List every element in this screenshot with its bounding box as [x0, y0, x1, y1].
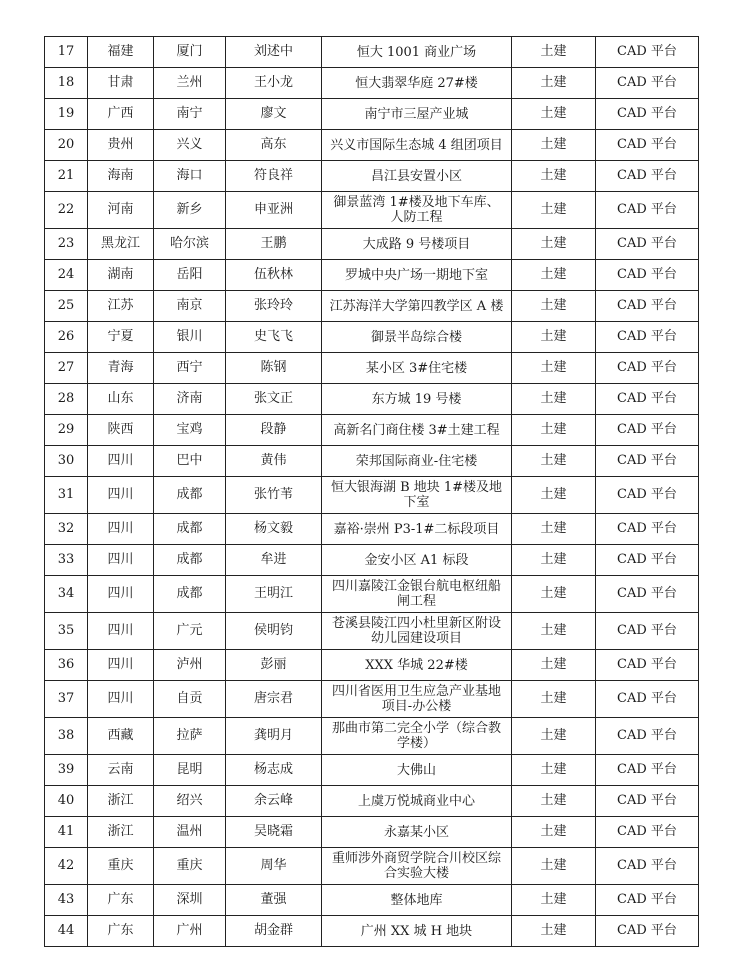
- city-cell: 成都: [154, 576, 226, 613]
- platform-cell: CAD 平台: [596, 755, 699, 786]
- province-cell: 西藏: [88, 718, 154, 755]
- discipline-cell: 土建: [512, 477, 596, 514]
- platform-cell: CAD 平台: [596, 916, 699, 947]
- city-cell: 重庆: [154, 848, 226, 885]
- platform-cell: CAD 平台: [596, 576, 699, 613]
- province-cell: 四川: [88, 681, 154, 718]
- table-row: [45, 786, 699, 817]
- table-row: [45, 545, 699, 576]
- platform-cell: CAD 平台: [596, 68, 699, 99]
- project-cell: 广州 XX 城 H 地块: [322, 916, 512, 947]
- name-cell: 张文正: [226, 384, 322, 415]
- table-row: [45, 650, 699, 681]
- province-cell: 山东: [88, 384, 154, 415]
- discipline-cell: 土建: [512, 353, 596, 384]
- table-row: [45, 130, 699, 161]
- name-cell: 侯明钧: [226, 613, 322, 650]
- table-body: [45, 37, 699, 947]
- discipline-cell: 土建: [512, 99, 596, 130]
- table-row: [45, 477, 699, 514]
- discipline-cell: 土建: [512, 229, 596, 260]
- project-cell: 高新名门商住楼 3#土建工程: [322, 415, 512, 446]
- project-cell: 金安小区 A1 标段: [322, 545, 512, 576]
- name-cell: 王小龙: [226, 68, 322, 99]
- city-cell: 岳阳: [154, 260, 226, 291]
- platform-cell: CAD 平台: [596, 353, 699, 384]
- name-cell: 陈钢: [226, 353, 322, 384]
- project-cell: 重师涉外商贸学院合川校区综合实验大楼: [322, 848, 512, 885]
- province-cell: 广东: [88, 885, 154, 916]
- discipline-cell: 土建: [512, 916, 596, 947]
- project-cell: 昌江县安置小区: [322, 161, 512, 192]
- province-cell: 四川: [88, 613, 154, 650]
- row-number: 29: [45, 415, 88, 446]
- name-cell: 伍秋林: [226, 260, 322, 291]
- city-cell: 巴中: [154, 446, 226, 477]
- platform-cell: CAD 平台: [596, 130, 699, 161]
- table-row: [45, 260, 699, 291]
- name-cell: 余云峰: [226, 786, 322, 817]
- project-cell: 兴义市国际生态城 4 组团项目: [322, 130, 512, 161]
- city-cell: 兰州: [154, 68, 226, 99]
- row-number: 23: [45, 229, 88, 260]
- city-cell: 广州: [154, 916, 226, 947]
- name-cell: 廖文: [226, 99, 322, 130]
- discipline-cell: 土建: [512, 718, 596, 755]
- province-cell: 青海: [88, 353, 154, 384]
- platform-cell: CAD 平台: [596, 384, 699, 415]
- name-cell: 黄伟: [226, 446, 322, 477]
- project-cell: 御景蓝湾 1#楼及地下车库、人防工程: [322, 192, 512, 229]
- city-cell: 成都: [154, 514, 226, 545]
- table-row: [45, 755, 699, 786]
- city-cell: 拉萨: [154, 718, 226, 755]
- platform-cell: CAD 平台: [596, 291, 699, 322]
- name-cell: 董强: [226, 885, 322, 916]
- city-cell: 银川: [154, 322, 226, 353]
- discipline-cell: 土建: [512, 755, 596, 786]
- project-cell: 四川嘉陵江金银台航电枢纽船闸工程: [322, 576, 512, 613]
- row-number: 25: [45, 291, 88, 322]
- platform-cell: CAD 平台: [596, 229, 699, 260]
- table-row: [45, 161, 699, 192]
- discipline-cell: 土建: [512, 68, 596, 99]
- platform-cell: CAD 平台: [596, 817, 699, 848]
- discipline-cell: 土建: [512, 192, 596, 229]
- platform-cell: CAD 平台: [596, 786, 699, 817]
- name-cell: 张玲玲: [226, 291, 322, 322]
- city-cell: 厦门: [154, 37, 226, 68]
- participants-table: [44, 36, 699, 947]
- name-cell: 张竹苇: [226, 477, 322, 514]
- platform-cell: CAD 平台: [596, 161, 699, 192]
- platform-cell: CAD 平台: [596, 718, 699, 755]
- row-number: 31: [45, 477, 88, 514]
- platform-cell: CAD 平台: [596, 446, 699, 477]
- city-cell: 泸州: [154, 650, 226, 681]
- city-cell: 济南: [154, 384, 226, 415]
- table-row: [45, 514, 699, 545]
- table-row: [45, 37, 699, 68]
- row-number: 24: [45, 260, 88, 291]
- row-number: 41: [45, 817, 88, 848]
- row-number: 37: [45, 681, 88, 718]
- row-number: 32: [45, 514, 88, 545]
- table-row: [45, 681, 699, 718]
- discipline-cell: 土建: [512, 576, 596, 613]
- project-cell: 整体地库: [322, 885, 512, 916]
- table-row: [45, 68, 699, 99]
- province-cell: 四川: [88, 650, 154, 681]
- discipline-cell: 土建: [512, 545, 596, 576]
- name-cell: 龚明月: [226, 718, 322, 755]
- discipline-cell: 土建: [512, 885, 596, 916]
- city-cell: 海口: [154, 161, 226, 192]
- row-number: 36: [45, 650, 88, 681]
- discipline-cell: 土建: [512, 681, 596, 718]
- project-cell: 嘉裕·崇州 P3-1#二标段项目: [322, 514, 512, 545]
- province-cell: 贵州: [88, 130, 154, 161]
- platform-cell: CAD 平台: [596, 415, 699, 446]
- discipline-cell: 土建: [512, 848, 596, 885]
- row-number: 42: [45, 848, 88, 885]
- name-cell: 周华: [226, 848, 322, 885]
- platform-cell: CAD 平台: [596, 192, 699, 229]
- row-number: 33: [45, 545, 88, 576]
- project-cell: 罗城中央广场一期地下室: [322, 260, 512, 291]
- row-number: 35: [45, 613, 88, 650]
- platform-cell: CAD 平台: [596, 545, 699, 576]
- project-cell: 苍溪县陵江四小杜里新区附设幼儿园建设项目: [322, 613, 512, 650]
- project-cell: 大佛山: [322, 755, 512, 786]
- discipline-cell: 土建: [512, 322, 596, 353]
- row-number: 27: [45, 353, 88, 384]
- project-cell: 恒大 1001 商业广场: [322, 37, 512, 68]
- project-cell: 恒大银海湖 B 地块 1#楼及地下室: [322, 477, 512, 514]
- name-cell: 彭丽: [226, 650, 322, 681]
- city-cell: 昆明: [154, 755, 226, 786]
- project-cell: 某小区 3#住宅楼: [322, 353, 512, 384]
- row-number: 38: [45, 718, 88, 755]
- platform-cell: CAD 平台: [596, 477, 699, 514]
- discipline-cell: 土建: [512, 161, 596, 192]
- discipline-cell: 土建: [512, 446, 596, 477]
- name-cell: 段静: [226, 415, 322, 446]
- province-cell: 湖南: [88, 260, 154, 291]
- province-cell: 广西: [88, 99, 154, 130]
- city-cell: 南宁: [154, 99, 226, 130]
- table-row: [45, 415, 699, 446]
- platform-cell: CAD 平台: [596, 322, 699, 353]
- platform-cell: CAD 平台: [596, 681, 699, 718]
- discipline-cell: 土建: [512, 291, 596, 322]
- city-cell: 兴义: [154, 130, 226, 161]
- table-row: [45, 817, 699, 848]
- province-cell: 广东: [88, 916, 154, 947]
- city-cell: 深圳: [154, 885, 226, 916]
- city-cell: 成都: [154, 477, 226, 514]
- table-row: [45, 322, 699, 353]
- name-cell: 申亚洲: [226, 192, 322, 229]
- province-cell: 海南: [88, 161, 154, 192]
- row-number: 43: [45, 885, 88, 916]
- city-cell: 西宁: [154, 353, 226, 384]
- table-row: [45, 229, 699, 260]
- province-cell: 重庆: [88, 848, 154, 885]
- province-cell: 河南: [88, 192, 154, 229]
- province-cell: 宁夏: [88, 322, 154, 353]
- project-cell: 上虞万悦城商业中心: [322, 786, 512, 817]
- name-cell: 牟进: [226, 545, 322, 576]
- name-cell: 唐宗君: [226, 681, 322, 718]
- province-cell: 四川: [88, 514, 154, 545]
- project-cell: 荣邦国际商业-住宅楼: [322, 446, 512, 477]
- platform-cell: CAD 平台: [596, 613, 699, 650]
- province-cell: 浙江: [88, 786, 154, 817]
- table-row: [45, 613, 699, 650]
- name-cell: 符良祥: [226, 161, 322, 192]
- city-cell: 温州: [154, 817, 226, 848]
- name-cell: 史飞飞: [226, 322, 322, 353]
- province-cell: 四川: [88, 446, 154, 477]
- discipline-cell: 土建: [512, 514, 596, 545]
- platform-cell: CAD 平台: [596, 260, 699, 291]
- platform-cell: CAD 平台: [596, 37, 699, 68]
- table-row: [45, 99, 699, 130]
- table-row: [45, 192, 699, 229]
- province-cell: 四川: [88, 576, 154, 613]
- table-row: [45, 718, 699, 755]
- province-cell: 陕西: [88, 415, 154, 446]
- table-row: [45, 353, 699, 384]
- discipline-cell: 土建: [512, 817, 596, 848]
- row-number: 20: [45, 130, 88, 161]
- row-number: 19: [45, 99, 88, 130]
- table-row: [45, 576, 699, 613]
- discipline-cell: 土建: [512, 650, 596, 681]
- table-row: [45, 885, 699, 916]
- table-row: [45, 384, 699, 415]
- name-cell: 杨文毅: [226, 514, 322, 545]
- city-cell: 新乡: [154, 192, 226, 229]
- project-cell: 那曲市第二完全小学（综合教学楼）: [322, 718, 512, 755]
- discipline-cell: 土建: [512, 613, 596, 650]
- city-cell: 南京: [154, 291, 226, 322]
- city-cell: 哈尔滨: [154, 229, 226, 260]
- project-cell: XXX 华城 22#楼: [322, 650, 512, 681]
- name-cell: 高东: [226, 130, 322, 161]
- name-cell: 刘述中: [226, 37, 322, 68]
- province-cell: 浙江: [88, 817, 154, 848]
- row-number: 30: [45, 446, 88, 477]
- city-cell: 自贡: [154, 681, 226, 718]
- province-cell: 黑龙江: [88, 229, 154, 260]
- project-cell: 南宁市三屋产业城: [322, 99, 512, 130]
- name-cell: 杨志成: [226, 755, 322, 786]
- name-cell: 王明江: [226, 576, 322, 613]
- discipline-cell: 土建: [512, 37, 596, 68]
- table-row: [45, 291, 699, 322]
- city-cell: 广元: [154, 613, 226, 650]
- row-number: 28: [45, 384, 88, 415]
- province-cell: 江苏: [88, 291, 154, 322]
- row-number: 17: [45, 37, 88, 68]
- row-number: 34: [45, 576, 88, 613]
- discipline-cell: 土建: [512, 130, 596, 161]
- province-cell: 四川: [88, 477, 154, 514]
- row-number: 39: [45, 755, 88, 786]
- discipline-cell: 土建: [512, 786, 596, 817]
- row-number: 22: [45, 192, 88, 229]
- platform-cell: CAD 平台: [596, 885, 699, 916]
- project-cell: 东方城 19 号楼: [322, 384, 512, 415]
- discipline-cell: 土建: [512, 415, 596, 446]
- project-cell: 大成路 9 号楼项目: [322, 229, 512, 260]
- discipline-cell: 土建: [512, 384, 596, 415]
- city-cell: 成都: [154, 545, 226, 576]
- table-row: [45, 446, 699, 477]
- project-cell: 江苏海洋大学第四教学区 A 楼: [322, 291, 512, 322]
- platform-cell: CAD 平台: [596, 848, 699, 885]
- project-cell: 永嘉某小区: [322, 817, 512, 848]
- platform-cell: CAD 平台: [596, 650, 699, 681]
- name-cell: 吴晓霜: [226, 817, 322, 848]
- platform-cell: CAD 平台: [596, 99, 699, 130]
- row-number: 40: [45, 786, 88, 817]
- project-cell: 恒大翡翠华庭 27#楼: [322, 68, 512, 99]
- name-cell: 胡金群: [226, 916, 322, 947]
- row-number: 21: [45, 161, 88, 192]
- province-cell: 福建: [88, 37, 154, 68]
- province-cell: 四川: [88, 545, 154, 576]
- project-cell: 四川省医用卫生应急产业基地项目-办公楼: [322, 681, 512, 718]
- province-cell: 云南: [88, 755, 154, 786]
- table-row: [45, 848, 699, 885]
- table-row: [45, 916, 699, 947]
- city-cell: 宝鸡: [154, 415, 226, 446]
- discipline-cell: 土建: [512, 260, 596, 291]
- row-number: 26: [45, 322, 88, 353]
- city-cell: 绍兴: [154, 786, 226, 817]
- project-cell: 御景半岛综合楼: [322, 322, 512, 353]
- platform-cell: CAD 平台: [596, 514, 699, 545]
- province-cell: 甘肃: [88, 68, 154, 99]
- row-number: 44: [45, 916, 88, 947]
- row-number: 18: [45, 68, 88, 99]
- name-cell: 王鹏: [226, 229, 322, 260]
